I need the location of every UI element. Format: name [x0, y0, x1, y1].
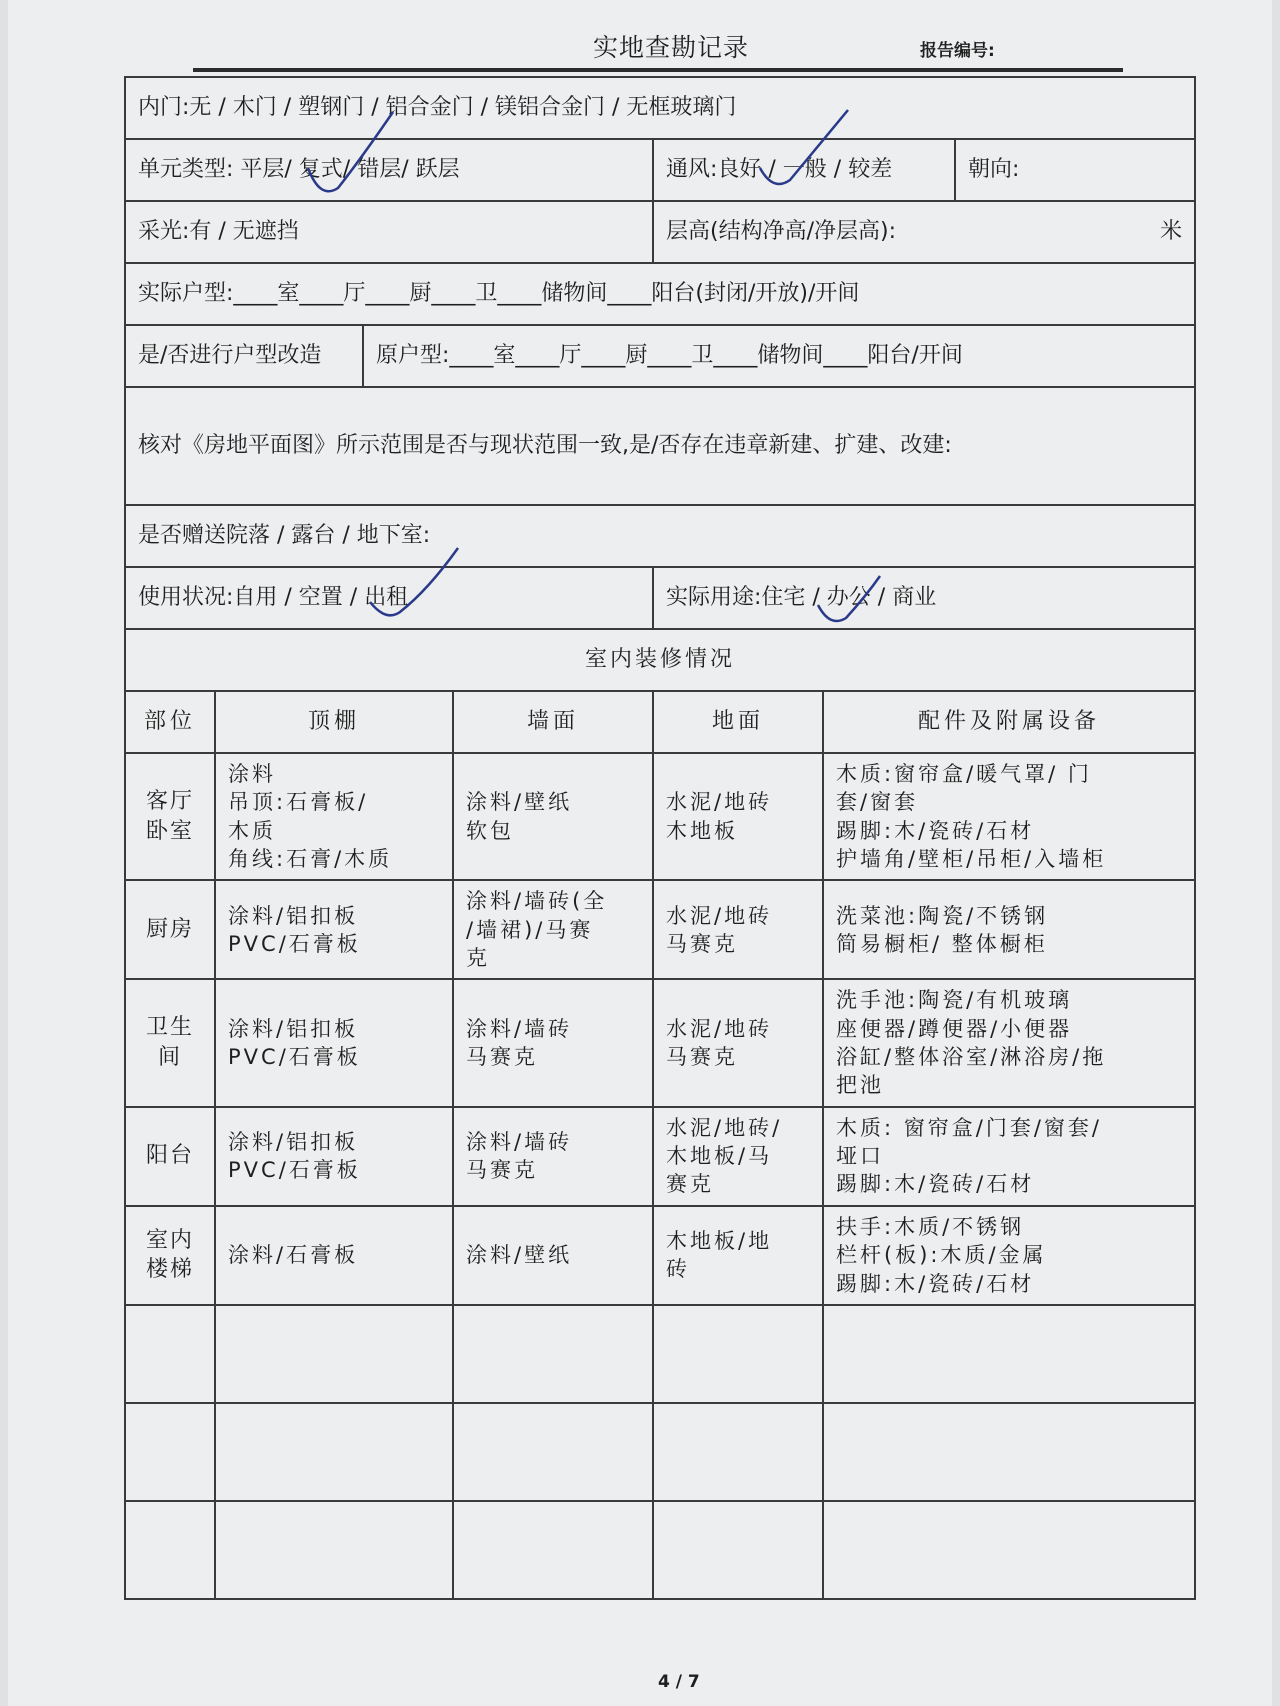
- ceiling-cell: 涂料/铝扣板 PVC/石膏板: [215, 880, 453, 979]
- wall-cell: 涂料/壁纸 软包: [453, 753, 653, 880]
- lighting-row: [125, 201, 1195, 263]
- blank-row: [125, 1403, 1195, 1501]
- decoration-row-kitchen: [125, 880, 1195, 979]
- col-part: 部位: [125, 691, 215, 753]
- decoration-row-stairs: [125, 1206, 1195, 1305]
- unit-type-cell: 单元类型: 平层/ 复式/ 错层/ 跃层: [125, 139, 653, 201]
- fittings-cell: 洗菜池:陶瓷/不锈钢 简易橱柜/ 整体橱柜: [823, 880, 1195, 979]
- decoration-columns-row: [125, 691, 1195, 753]
- header: [8, 18, 1272, 66]
- lighting-cell: 采光:有 / 无遮挡: [125, 201, 653, 263]
- floor-height-label: 层高(结构净高/净层高):: [666, 219, 896, 245]
- part-cell: 阳台: [125, 1107, 215, 1206]
- fittings-cell: 木质:窗帘盒/暖气罩/ 门 套/窗套 踢脚:木/瓷砖/石材 护墙角/壁柜/吊柜/入墙柜: [823, 753, 1195, 880]
- gift-row: [125, 505, 1195, 567]
- door-row: [125, 77, 1195, 139]
- original-layout-cell: 原户型:____室____厅____厨____卫____储物间____阳台/开间: [363, 325, 1195, 387]
- actual-layout-row: [125, 263, 1195, 325]
- orientation-cell: 朝向:: [955, 139, 1195, 201]
- usage-row: [125, 567, 1195, 629]
- fittings-cell: 扶手:木质/不锈钢 栏杆(板):木质/金属 踢脚:木/瓷砖/石材: [823, 1206, 1195, 1305]
- decoration-row-living: [125, 753, 1195, 880]
- part-cell: 客厅 卧室: [125, 753, 215, 880]
- report-number-label: 报告编号:: [920, 41, 995, 61]
- wall-cell: 涂料/壁纸: [453, 1206, 653, 1305]
- ventilation-cell: 通风:良好 / 一般 / 较差: [653, 139, 955, 201]
- wall-cell: 涂料/墙砖 马赛克: [453, 979, 653, 1106]
- document-page: [8, 0, 1272, 1706]
- decoration-row-bathroom: [125, 979, 1195, 1106]
- decoration-heading: 室内装修情况: [125, 629, 1195, 691]
- gift-cell: 是否赠送院落 / 露台 / 地下室:: [125, 505, 1195, 567]
- unit-type-row: [125, 139, 1195, 201]
- decoration-row-balcony: [125, 1107, 1195, 1206]
- verify-cell: 核对《房地平面图》所示范围是否与现状范围一致,是/否存在违章新建、扩建、改建:: [125, 387, 1195, 505]
- survey-record-table: [124, 76, 1196, 1600]
- verify-row: [125, 387, 1195, 505]
- renovation-cell: 是/否进行户型改造: [125, 325, 363, 387]
- part-cell: 卫生 间: [125, 979, 215, 1106]
- blank-row: [125, 1501, 1195, 1599]
- survey-record-table-wrap: [124, 76, 1194, 1600]
- wall-cell: 涂料/墙砖 马赛克: [453, 1107, 653, 1206]
- wall-cell: 涂料/墙砖(全 /墙裙)/马赛 克: [453, 880, 653, 979]
- floor-cell: 水泥/地砖 木地板: [653, 753, 823, 880]
- page-number: 4 / 7: [658, 1672, 700, 1692]
- door-cell: 内门:无 / 木门 / 塑钢门 / 铝合金门 / 镁铝合金门 / 无框玻璃门: [125, 77, 1195, 139]
- actual-layout-cell: 实际户型:____室____厅____厨____卫____储物间____阳台(封闭/开放)/开间: [125, 263, 1195, 325]
- col-fittings: 配件及附属设备: [823, 691, 1195, 753]
- ceiling-cell: 涂料/石膏板: [215, 1206, 453, 1305]
- usage-status-cell: 使用状况:自用 / 空置 / 出租: [125, 567, 653, 629]
- floor-cell: 水泥/地砖 马赛克: [653, 979, 823, 1106]
- floor-height-cell: [653, 201, 1195, 263]
- part-cell: 室内 楼梯: [125, 1206, 215, 1305]
- col-floor: 地面: [653, 691, 823, 753]
- floor-cell: 水泥/地砖/ 木地板/马 赛克: [653, 1107, 823, 1206]
- floor-height-unit: 米: [1160, 219, 1183, 245]
- ceiling-cell: 涂料/铝扣板 PVC/石膏板: [215, 979, 453, 1106]
- fittings-cell: 木质: 窗帘盒/门套/窗套/ 垭口 踢脚:木/瓷砖/石材: [823, 1107, 1195, 1206]
- renovation-row: [125, 325, 1195, 387]
- col-wall: 墙面: [453, 691, 653, 753]
- title-rule: [193, 68, 1123, 72]
- blank-row: [125, 1305, 1195, 1403]
- decoration-heading-row: [125, 629, 1195, 691]
- fittings-cell: 洗手池:陶瓷/有机玻璃 座便器/蹲便器/小便器 浴缸/整体浴室/淋浴房/拖 把池: [823, 979, 1195, 1106]
- part-cell: 厨房: [125, 880, 215, 979]
- ceiling-cell: 涂料 吊顶:石膏板/ 木质 角线:石膏/木质: [215, 753, 453, 880]
- document-title: 实地查勘记录: [593, 33, 750, 62]
- actual-use-cell: 实际用途:住宅 / 办公 / 商业: [653, 567, 1195, 629]
- ceiling-cell: 涂料/铝扣板 PVC/石膏板: [215, 1107, 453, 1206]
- floor-cell: 水泥/地砖 马赛克: [653, 880, 823, 979]
- floor-cell: 木地板/地 砖: [653, 1206, 823, 1305]
- col-ceiling: 顶棚: [215, 691, 453, 753]
